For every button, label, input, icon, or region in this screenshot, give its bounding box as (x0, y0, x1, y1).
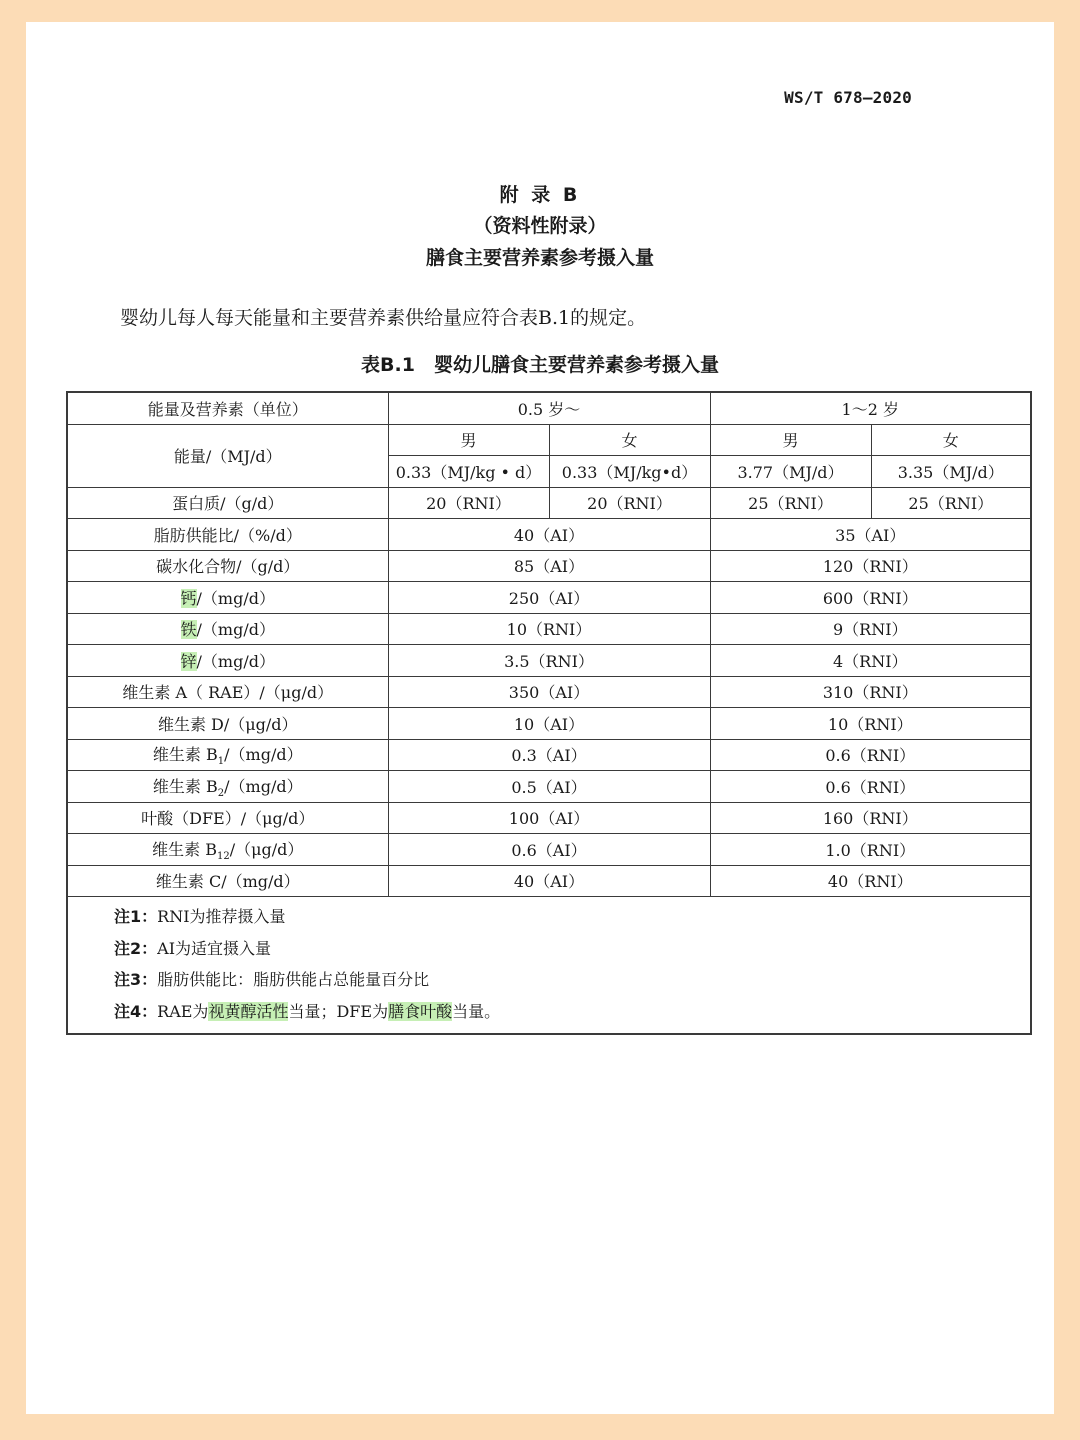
note-text: AI为适宜摄入量 (157, 938, 272, 958)
protein-value: 20（RNI） (549, 487, 710, 519)
male-label: 男 (388, 424, 549, 456)
nutrient-name: 维生素 B (152, 776, 218, 796)
protein-value: 25（RNI） (710, 487, 871, 519)
nutrient-row (67, 550, 1031, 582)
note-text: 脂肪供能比：脂肪供能占总能量百分比 (157, 970, 430, 989)
document-page (26, 22, 1054, 1414)
nutrient-label (67, 739, 388, 771)
notes-row (67, 897, 1031, 1035)
nutrient-label (67, 708, 388, 740)
nutrient-label (67, 802, 388, 834)
appendix-subject: 膳食主要营养素参考摄入量 (425, 247, 654, 269)
note-text: RAE为 (157, 1001, 209, 1021)
protein-row (67, 487, 1031, 519)
nutrient-name: /（mg/d） (196, 620, 275, 640)
value-age-1-2: 35（AI） (710, 519, 1031, 551)
nutrient-row (67, 645, 1031, 677)
value-age-0-5: 100（AI） (388, 802, 710, 834)
value-age-0-5: 40（AI） (388, 519, 710, 551)
nutrient-name: /（mg/d） (196, 588, 275, 608)
energy-value: 0.33（MJ/kg•d） (549, 456, 710, 488)
note-4 (114, 996, 1030, 1028)
highlighted-text: 膳食叶酸 (388, 1001, 453, 1021)
value-age-1-2: 600（RNI） (710, 582, 1031, 614)
note-text: 当量。 (452, 1001, 501, 1021)
nutrient-unit: /（mg/d） (224, 745, 303, 765)
nutrient-name: 脂肪供能比/（%/d） (153, 525, 302, 545)
subscript: 2 (217, 787, 225, 799)
value-age-0-5: 0.6（AI） (388, 834, 710, 866)
value-age-0-5: 10（AI） (388, 708, 710, 740)
value-age-0-5: 85（AI） (388, 550, 710, 582)
note-label: 注4： (114, 1001, 158, 1021)
age-group-1: 0.5 岁～ (388, 392, 710, 424)
highlighted-text: 铁 (180, 620, 197, 640)
value-age-1-2: 9（RNI） (710, 613, 1031, 645)
highlighted-text: 锌 (180, 651, 197, 671)
subscript: 12 (216, 850, 230, 862)
nutrient-row (67, 771, 1031, 803)
nutrient-name: 叶酸（DFE）/（μg/d） (141, 809, 315, 829)
value-age-1-2: 10（RNI） (710, 708, 1031, 740)
nutrient-name: /（mg/d） (196, 651, 275, 671)
nutrient-label (67, 865, 388, 897)
value-age-0-5: 3.5（RNI） (388, 645, 710, 677)
nutrient-unit: /（μg/d） (229, 839, 304, 859)
table-header-row (67, 392, 1031, 424)
protein-value: 25（RNI） (871, 487, 1031, 519)
nutrient-row (67, 865, 1031, 897)
note-3 (114, 964, 1030, 996)
value-age-0-5: 0.3（AI） (388, 739, 710, 771)
energy-gender-row (67, 424, 1031, 456)
nutrient-unit: /（mg/d） (224, 776, 303, 796)
nutrient-name: 维生素 B (152, 745, 218, 765)
value-age-0-5: 10（RNI） (388, 613, 710, 645)
value-age-1-2: 1.0（RNI） (710, 834, 1031, 866)
nutrient-label (67, 582, 388, 614)
value-age-1-2: 120（RNI） (710, 550, 1031, 582)
nutrient-name: 维生素 C/（mg/d） (155, 872, 300, 892)
nutrient-name: 维生素 A（ RAE）/（μg/d） (122, 683, 334, 703)
nutrient-label (67, 613, 388, 645)
highlighted-text: 钙 (180, 588, 197, 608)
nutrient-row (67, 802, 1031, 834)
nutrient-row (67, 582, 1031, 614)
value-age-1-2: 310（RNI） (710, 676, 1031, 708)
note-label: 注2： (114, 938, 158, 958)
nutrient-name: 维生素 B (152, 839, 217, 859)
value-age-0-5: 0.5（AI） (388, 771, 710, 803)
header-label: 能量及营养素（单位） (67, 392, 388, 424)
protein-label: 蛋白质/（g/d） (67, 487, 388, 519)
note-label: 注3： (114, 970, 158, 989)
appendix-type: （资料性附录） (473, 215, 607, 237)
age-group-2: 1～2 岁 (710, 392, 1031, 424)
note-text: 当量；DFE为 (288, 1001, 389, 1021)
female-label: 女 (549, 424, 710, 456)
nutrient-label (67, 834, 388, 866)
nutrient-row (67, 708, 1031, 740)
nutrient-table (66, 391, 1032, 1035)
nutrient-row (67, 613, 1031, 645)
nutrient-row (67, 676, 1031, 708)
energy-value: 3.77（MJ/d） (710, 456, 871, 488)
value-age-0-5: 40（AI） (388, 865, 710, 897)
value-age-1-2: 4（RNI） (710, 645, 1031, 677)
value-age-1-2: 40（RNI） (710, 865, 1031, 897)
energy-label: 能量/（MJ/d） (67, 424, 388, 487)
nutrient-row (67, 739, 1031, 771)
note-label: 注1： (114, 907, 158, 926)
appendix-title: 附 录 B (499, 184, 581, 206)
nutrient-name: 维生素 D/（μg/d） (157, 714, 298, 734)
energy-value: 0.33（MJ/kg • d） (388, 456, 549, 488)
value-age-1-2: 160（RNI） (710, 802, 1031, 834)
value-age-0-5: 350（AI） (388, 676, 710, 708)
nutrient-name: 碳水化合物/（g/d） (156, 557, 300, 577)
value-age-1-2: 0.6（RNI） (710, 771, 1031, 803)
intro-paragraph: 婴幼儿每人每天能量和主要营养素供给量应符合表B.1的规定。 (120, 307, 647, 329)
protein-value: 20（RNI） (388, 487, 549, 519)
table-caption: 表B.1 婴幼儿膳食主要营养素参考摄入量 (361, 354, 719, 376)
notes-cell (67, 897, 1031, 1035)
energy-value: 3.35（MJ/d） (871, 456, 1031, 488)
nutrient-label (67, 645, 388, 677)
subscript: 1 (217, 756, 225, 768)
note-text: RNI为推荐摄入量 (157, 907, 286, 926)
note-1 (114, 901, 1030, 933)
male-label: 男 (710, 424, 871, 456)
nutrient-row (67, 834, 1031, 866)
value-age-1-2: 0.6（RNI） (710, 739, 1031, 771)
nutrient-label (67, 519, 388, 551)
standard-code: WS/T 678—2020 (784, 88, 912, 107)
nutrient-label (67, 676, 388, 708)
female-label: 女 (871, 424, 1031, 456)
nutrient-row (67, 519, 1031, 551)
nutrient-label (67, 550, 388, 582)
note-2 (114, 933, 1030, 965)
highlighted-text: 视黄醇活性 (208, 1001, 289, 1021)
nutrient-label (67, 771, 388, 803)
value-age-0-5: 250（AI） (388, 582, 710, 614)
